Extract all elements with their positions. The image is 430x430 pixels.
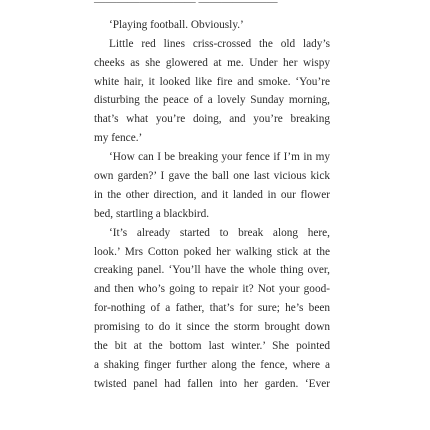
text-line: Little red lines criss-crossed the old lady’s — [109, 37, 330, 50]
text-line-cut-off: ————————— ——————— — [94, 0, 278, 8]
text-line: the bit at the bottom last winter.’ She pointed — [94, 340, 330, 353]
text-line: white hair, it looked like fire and smoke. ‘You’re — [94, 75, 330, 88]
text-line: in the other direction, and it landed in our flower — [94, 188, 330, 201]
text-line: my fence.’ — [94, 132, 143, 145]
body-text — [94, 0, 330, 394]
text-line: own garden?’ I gave the ball one last vicious kick — [94, 170, 330, 183]
text-line: that’s what you’re doing, and you’re breaking — [94, 113, 330, 126]
text-line: promising to do it since the storm brought down — [94, 321, 330, 334]
text-line: ‘How can I be breaking your fence if I’m in my — [109, 151, 330, 164]
text-line: and then who’s going to repair it? Not your good- — [94, 283, 330, 296]
text-line: creaking panel. ‘You’ll have the whole thing over, — [94, 264, 330, 277]
text-line: bed, startling a blackbird. — [94, 207, 210, 220]
text-line: look.’ Mrs Cotton poked her walking stick at the — [94, 245, 330, 258]
text-line: a shaking finger further along the fence, where a — [94, 358, 330, 371]
text-line: twisted panel had fallen into her garden. ‘Ever — [94, 377, 330, 390]
text-line: ‘Playing football. Obviously.’ — [109, 18, 244, 31]
text-line: ‘It’s already started to break along here, — [109, 226, 330, 239]
text-line: disturbing the peace of a lovely Sunday morning, — [94, 94, 330, 107]
text-line: for-nothing of a father, that’s for sure; he’s been — [94, 302, 330, 315]
text-line: cheeks as she glowered at me. Under her wispy — [94, 56, 330, 69]
